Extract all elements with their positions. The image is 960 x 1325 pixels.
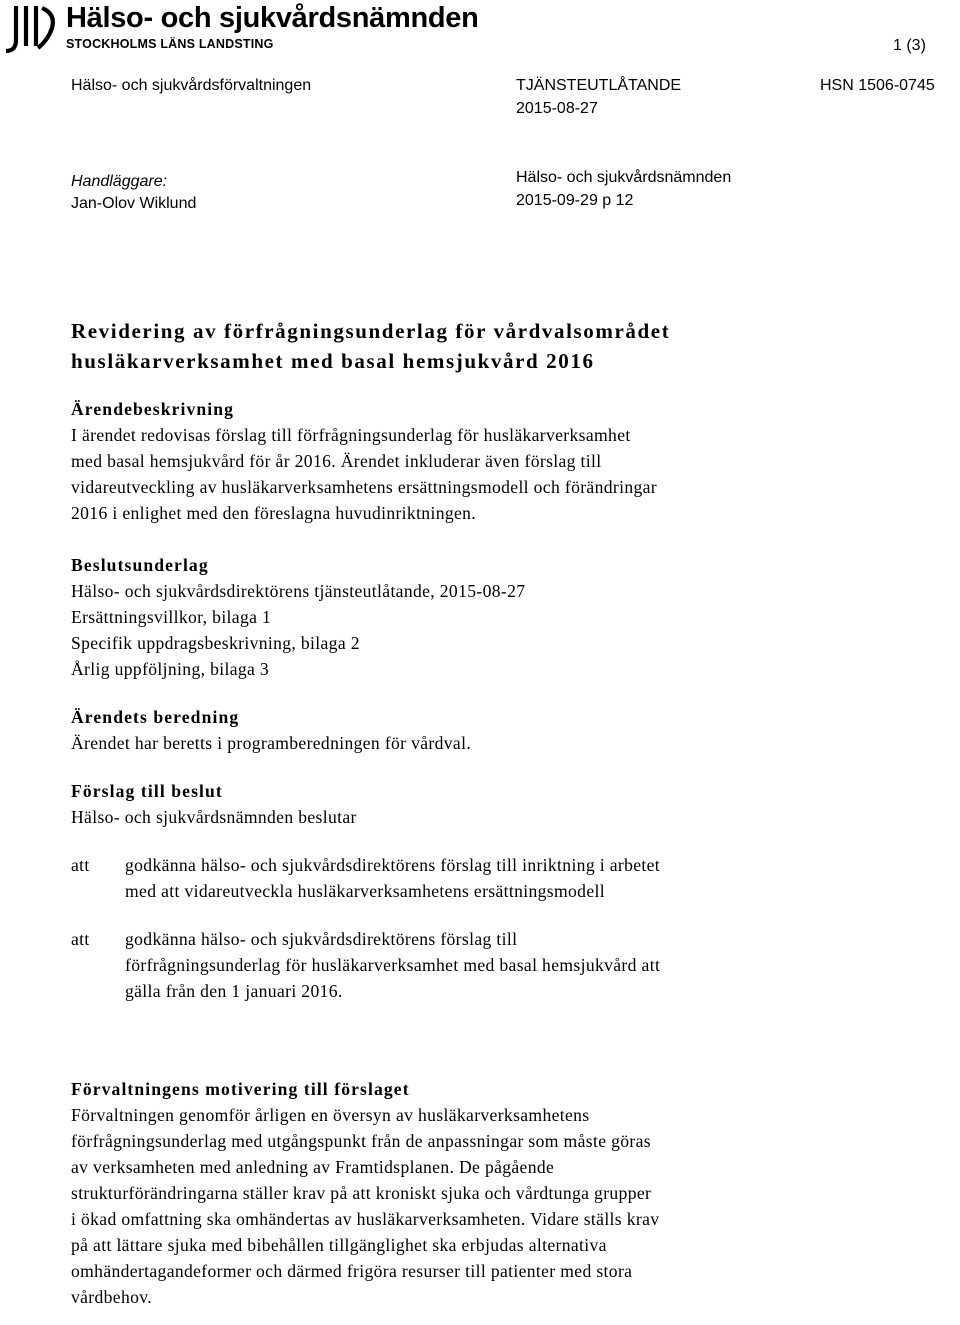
organization: Hälso- och sjukvårdsförvaltningen xyxy=(71,77,312,94)
text-line: godkänna hälso- och sjukvårdsdirektörens förslag till xyxy=(125,929,518,949)
landsting-logo-icon xyxy=(2,4,56,56)
meeting-date: 2015-09-29 p 12 xyxy=(516,192,634,209)
decision-item xyxy=(71,926,931,1004)
text-line: vårdbehov. xyxy=(71,1287,153,1307)
page-number: 1 (3) xyxy=(893,37,926,54)
text-line: av verksamheten med anledning av Framtidsplanen. De pågående xyxy=(71,1157,555,1177)
text-line: omhändertagandeformer och därmed frigöra resurser till patienter med stora xyxy=(71,1261,633,1281)
decision-list xyxy=(71,852,931,1004)
document-body xyxy=(71,316,931,1310)
decision-item xyxy=(71,852,931,904)
text-line: Förvaltningen genomför årligen en översyn av husläkarverksamhetens xyxy=(71,1105,590,1125)
logo-subtitle: STOCKHOLMS LÄNS LANDSTING xyxy=(66,37,274,51)
section-heading: Ärendets beredning xyxy=(71,707,240,727)
text-line: I ärendet redovisas förslag till förfrågningsunderlag för husläkarverksamhet xyxy=(71,425,631,445)
case-number: HSN 1506-0745 xyxy=(820,77,935,94)
decision-label: att xyxy=(71,855,90,875)
handler-label: Handläggare: xyxy=(71,173,168,190)
section-heading: Förvaltningens motivering till förslaget xyxy=(71,1079,410,1099)
document-type: TJÄNSTEUTLÅTANDE xyxy=(516,77,682,94)
text-line: gälla från den 1 januari 2016. xyxy=(125,981,343,1001)
text-line: godkänna hälso- och sjukvårdsdirektörens förslag till inriktning i arbetet xyxy=(125,855,661,875)
title-line: Revidering av förfrågningsunderlag för vårdvalsområdet xyxy=(71,319,671,343)
text-line: i ökad omfattning ska omhändertas av husläkarverksamheten. Vidare ställs krav xyxy=(71,1209,660,1229)
text-line: Specifik uppdragsbeskrivning, bilaga 2 xyxy=(71,633,360,653)
text-line: vidareutveckling av husläkarverksamhetens ersättningsmodell och förändringar xyxy=(71,477,657,497)
logo-title: Hälso- och sjukvårdsnämnden xyxy=(66,2,479,34)
section-arendebeskrivning xyxy=(71,396,931,526)
text-line: 2016 i enlighet med den föreslagna huvudinriktningen. xyxy=(71,503,477,523)
section-beslutsunderlag xyxy=(71,552,931,682)
document-date: 2015-08-27 xyxy=(516,100,598,117)
text-line: förfrågningsunderlag för husläkarverksamhet med basal hemsjukvård att xyxy=(125,955,661,975)
section-heading: Förslag till beslut xyxy=(71,781,223,801)
section-heading: Ärendebeskrivning xyxy=(71,399,235,419)
text-line: Hälso- och sjukvårdsnämnden beslutar xyxy=(71,807,357,827)
text-line: Ersättningsvillkor, bilaga 1 xyxy=(71,607,272,627)
decision-label: att xyxy=(71,929,90,949)
handler-name: Jan-Olov Wiklund xyxy=(71,195,197,212)
text-line: med basal hemsjukvård för år 2016. Ärendet inkluderar även förslag till xyxy=(71,451,602,471)
section-heading: Beslutsunderlag xyxy=(71,555,209,575)
document-title xyxy=(71,316,931,376)
text-line: strukturförändringarna ställer krav på att kroniskt sjuka och vårdtunga grupper xyxy=(71,1183,652,1203)
text-line: med att vidareutveckla husläkarverksamhetens ersättningsmodell xyxy=(125,881,605,901)
section-beredning xyxy=(71,704,931,756)
meeting-body: Hälso- och sjukvårdsnämnden xyxy=(516,169,732,186)
text-line: förfrågningsunderlag med utgångspunkt från de anpassningar som måste göras xyxy=(71,1131,651,1151)
title-line: husläkarverksamhet med basal hemsjukvård 2016 xyxy=(71,349,595,373)
section-forslag xyxy=(71,778,931,1004)
section-motivering xyxy=(71,1076,931,1310)
text-line: Hälso- och sjukvårdsdirektörens tjänsteutlåtande, 2015-08-27 xyxy=(71,581,526,601)
text-line: Ärendet har beretts i programberedningen för vårdval. xyxy=(71,733,472,753)
text-line: Årlig uppföljning, bilaga 3 xyxy=(71,659,270,679)
text-line: på att lättare sjuka med bibehållen tillgänglighet ska erbjudas alternativa xyxy=(71,1235,607,1255)
